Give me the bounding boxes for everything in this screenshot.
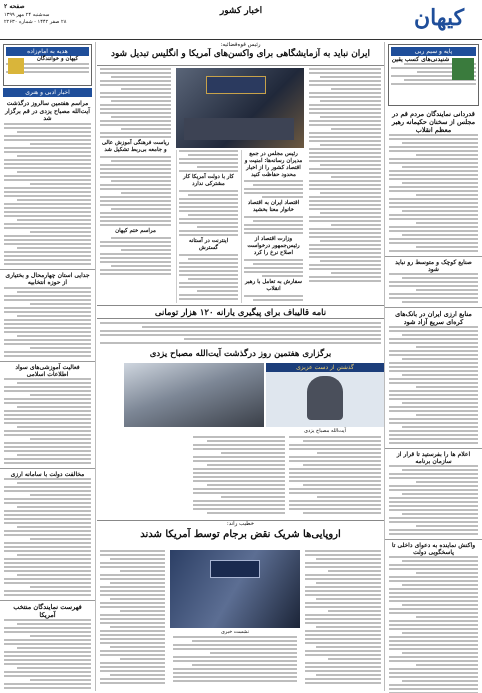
left-box [3,44,92,86]
main-story-body-right [306,68,384,303]
date-line [4,12,134,26]
left-story-4-title: مخالفت دولت با سامانه ارزی [10,470,85,478]
bottom-story-title: اروپایی‌ها شریک نقض برجام توسط آمریکا شدند [140,529,341,540]
left-story-2-title: جدایی استان چهارمحال و بختیاری از حوزه انتخابیه [5,271,90,286]
left-story-3-title: فعالیت آموزشی‌های سواد اطلاعات اسلامی [15,363,80,378]
left-story-2 [0,269,95,361]
headline-qalibaf-body [97,321,384,345]
headline-qalibaf: نامه قالیباف برای پیگیری یارانه ۱۲۰ هزار تومانی [97,305,384,319]
bottom-story-photo [170,550,300,628]
middle-story-3-title: وزارت اقتصاد از رئیس‌جمهور درخواست اصلاح نرخ را کرد [247,236,300,256]
right-story-2 [385,108,482,256]
cleric-portrait [307,376,343,420]
middle-story-8-title: مراسم ختم کیهان [115,228,156,234]
right-story-3-title: صنایع کوچک و متوسط رو نباید شود [395,259,472,273]
left-band-title: اخبار ادبی و هنری [3,88,92,97]
bottom-story-body-right [302,550,384,691]
middle-story-1-title: رئیس مجلس در جمع مدیران رسانه‌ها: امنیت و اقتصاد کشور را از اخبار محدود حفاظت کنید [244,151,303,178]
left-story-1 [0,98,95,269]
right-story-5-title: اعلام ها را بفرستید تا قرار از سازمان برنامه [396,451,471,465]
page-number: صفحه ۲ [4,3,25,10]
bottom-photo-caption: نشست خبری [220,629,250,635]
middle-col-b [241,150,305,303]
main-story-photo [176,68,304,148]
main-story-kicker: رئیس قوه‌قضائیه: [220,42,261,48]
masthead [0,0,482,40]
main-story-title: ایران نباید به آزمایشگاهی برای واکسن‌های آمریکا و انگلیس تبدیل شود [111,49,370,59]
middle-col-a [176,150,240,303]
mosque-icon [452,58,474,80]
left-story-5 [0,600,95,693]
middle-story-2-title: اقتصاد ایران به اقتصاد خانوار معنا بخشید [247,200,300,213]
main-story-header [97,42,384,66]
right-box-title: پایه و سیم‌ ربی [391,47,476,56]
right-story-6-title: واکنش نماینده به دعوای داخلی تا پاسخگویی دولت [391,542,476,556]
bottom-story-header [97,520,384,546]
middle-story-9-title: ریاست فرهنگی آموزش عالی و جامعه بی‌ربط تشکیل شد [101,140,170,153]
right-story-4-title: منابع ارزی ایران در بانک‌های کره‌ای سریع آزاد شود [395,310,472,326]
headline-mesbah: برگزاری هفتمین روز درگذشت آیت‌الله مصباح یزدی [149,349,332,359]
banner-photo-caption: آیت‌الله مصباح یزدی [304,428,346,434]
bottom-story-body-left [97,550,168,691]
banner-photo [266,363,384,427]
middle-story-6-title: کار با دولت آمریکا کار مشترکی ندارد [183,174,234,187]
banner-photo-text: گذشتن از دست عزیزی [266,363,384,372]
bottom-story-body-center [170,636,300,691]
right-story-6 [385,539,482,693]
left-story-1-title: مراسم هفتمین سالروز درگذشت آیت‌الله مصباح یزدی در قم برگزار شد [5,100,90,122]
right-box [388,44,479,106]
middle-story-7-title: اینترنت در آستانه گسترش [188,238,229,251]
main-story-body-left [97,68,174,303]
mesbah-story-body [97,436,384,516]
left-story-5-title: فهرست نمایندگان منتخب آمریکا [13,602,82,619]
right-story-5 [385,448,482,539]
right-story-2-title: قدردانی نمایندگان مردم قم در مجلس از سخنان حکیمانه رهبر معظم انقلاب [391,110,476,134]
ceremony-photo [124,363,264,427]
left-box-sub: کیهان و خوانندگان [36,56,79,62]
date-line-1: سه‌شنبه ۲۴ مهر ۱۳۹۹ [4,12,50,18]
right-sidebar [384,42,482,691]
gift-icon [8,58,24,74]
left-story-3 [0,361,95,468]
left-story-4 [0,468,95,600]
date-line-2: ۲۸ صفر ۱۴۴۲ - شماره ۲۲۶۳۰ [4,19,67,25]
left-box-title: هدیه به امام‌زاده [6,47,89,56]
section-title: اخبار کشور [219,6,263,16]
right-story-3 [385,256,482,307]
right-box-lead: شنیدنی‌های کسب یقین [391,56,450,63]
middle-story-4-title: سفارش به تعامل با رهبر انقلاب [244,279,302,292]
left-sidebar [0,42,96,691]
newspaper-logo: کیهان [413,5,465,31]
bottom-story-kicker: خطیب راند: [226,521,255,527]
right-story-4 [385,307,482,448]
